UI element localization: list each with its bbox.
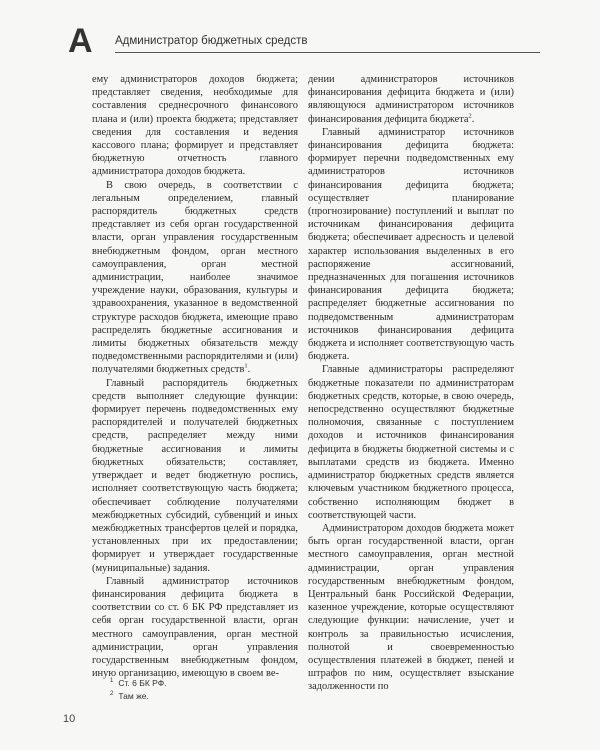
footnotes <box>110 677 330 703</box>
paragraph: Главные администраторы распределяют бюджетные показатели по администраторам бюджетных средств, которые, в свою очередь, непосредственно осуществляют бюджетные полномочия, связанные с поступлением доходов и источников финансирования дефицита в бюджеты бюджетной системы и с выплатами средств из бюджета. Именно администратор бюджетных средств является ключевым участником бюджетного процесса, собственно исполняющим бюджет в соответствующей части. <box>308 364 514 521</box>
paragraph: В свою очередь, в соответствии с легальным определением, главный распорядитель бюджетных средств представляет из себя орган государственной власти, орган управления государственным внебюджетным фондом, орган местного самоуправления, орган местной администрации, наиболее значимое учреждение науки, образования, культуры и здравоохранения, указанное в ведомственной структуре расходов бюджета, имеющие право распределять бюджетные ассигнования и лимиты бюджетных обязательств между подведомственными распорядителями и (или) получателями бюджетных средств$^1$. <box>92 179 298 376</box>
paragraph: дении администраторов источников финансирования дефицита бюджета и (или) являющуюся администратором источников финансирования дефицита бюджета$^2$. <box>308 74 514 125</box>
paragraph: Главный администратор источников финансирования дефицита бюджета в соответствии со ст. 6 БК РФ представляет из себя орган государственной власти, орган местного самоуправления, орган местной администрации, орган управления государственным внебюджетным фондом, иную организацию, имеющую в своем ве- <box>92 575 298 680</box>
footnote: $^2$ Там же. <box>110 691 149 701</box>
header-rule <box>115 52 540 53</box>
footnote-ref: 2 <box>468 112 472 120</box>
paragraph: Главный распорядитель бюджетных средств выполняет следующие функции: формирует перечень подведомственных ему распорядителей и получателей бюджетных средств, распределяет между ними бюджетные ассигнования и лимиты бюджетных обязательств; составляет, утверждает и ведет бюджетную роспись, исполняет соответствующую часть бюджета; обеспечивает соблюдение получателями межбюджетных субсидий, субвенций и иных межбюджетных трансфертов целей и порядка, установленных при их предоставлении; формирует и утверждает государственные (муниципальные) задания. <box>92 377 298 574</box>
section-letter: А <box>68 22 93 60</box>
page-header <box>0 0 600 68</box>
left-column <box>92 73 298 680</box>
running-title: Администратор бюджетных средств <box>115 35 308 47</box>
paragraph: Администратором доходов бюджета может быть орган государственной власти, орган местного самоуправления, орган местной администрации, орган управления государственным внебюджетным фондом, Центральный банк Российской Федерации, казенное учреждение, которые осуществляют следующие функции: начисление, учет и контроль за правильностью исчисления, полнотой и своевременностью осуществления платежей в бюджет, пеней и штрафов по ним, осуществляет взыскание задолженности по <box>308 522 514 693</box>
right-column <box>308 73 514 694</box>
page-number: 10 <box>63 713 76 725</box>
paragraph: ему администраторов доходов бюджета; представляет сведения, необходимые для составления среднесрочного финансового плана и (или) проекта бюджета; представляет сведения для составления и ведения кассового плана; формирует и представляет бюджетную отчетность главного администратора доходов бюджета. <box>92 74 298 178</box>
paragraph: Главный администратор источников финансирования дефицита бюджета: формирует перечни подведомственных ему администраторов источников финансирования дефицита бюджета; осуществляет планирование (прогнозирование) поступлений и выплат по источникам финансирования дефицита бюджета; обеспечивает адресность и целевой характер использования выделенных в его распоряжение ассигнований, предназначенных для погашения источников финансирования дефицита бюджета; распределяет бюджетные ассигнования по подведомственным администраторам источников финансирования дефицита бюджета и исполняет соответствующую часть бюджета. <box>308 126 514 363</box>
footnote: $^1$ Ст. 6 БК РФ. <box>110 678 167 688</box>
footnote-ref: 1 <box>244 363 248 370</box>
